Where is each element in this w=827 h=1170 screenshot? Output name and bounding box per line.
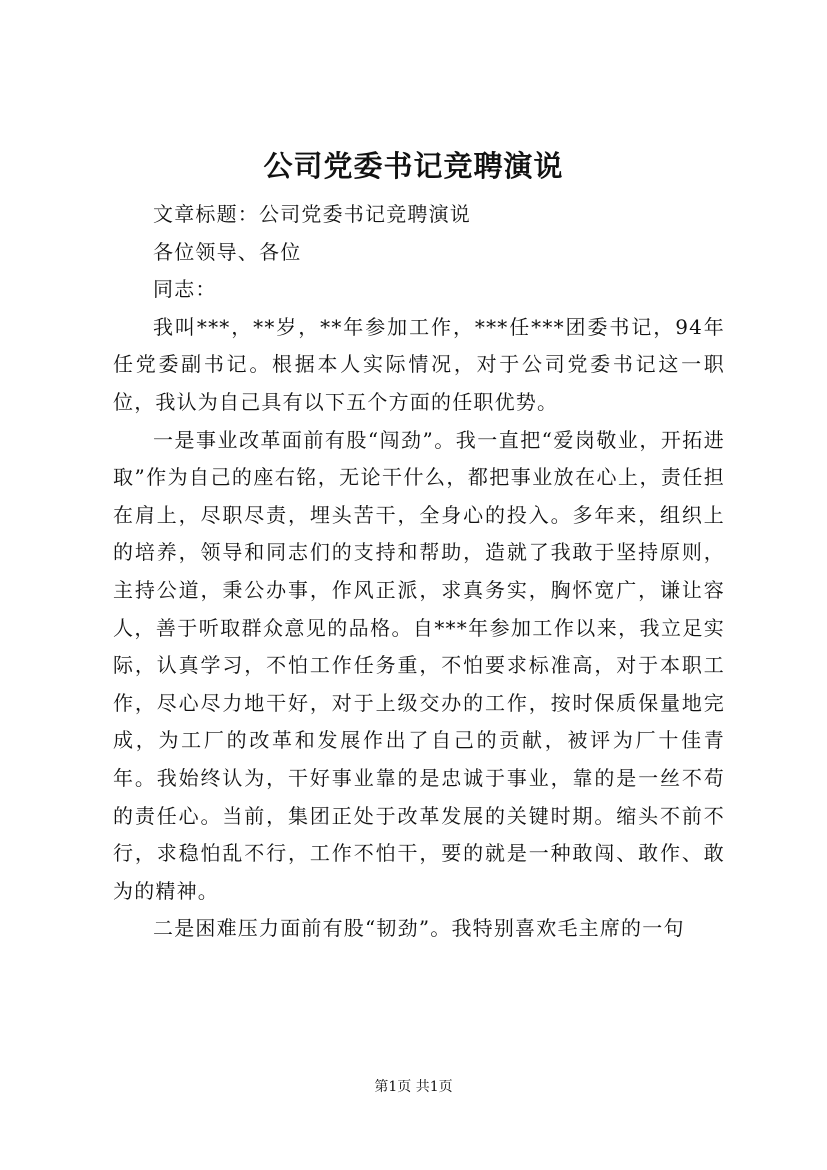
article-title-line: 文章标题：公司党委书记竞聘演说: [153, 202, 471, 226]
point-one-paragraph: 一是事业改革面前有股“闯劲”。我一直把“爱岗敬业，开拓进取”作为自己的座右铭，无论干什么，都把事业放在心上，责任担在肩上，尽职尽责，埋头苦干，全身心的投入。多年来，组织上的培养，领导和同志们的支持和帮助，造就了我敢于坚持原则，主持公道，秉公办事，作风正派，求真务实，胸怀宽广，谦让容人，善于听取群众意见的品格。自***年参加工作以来，我立足实际，认真学习，不怕工作任务重，不怕要求标准高，对于本职工作，尽心尽力地干好，对于上级交办的工作，按时保质保量地完成，为工厂的改革和发展作出了自己的贡献，被评为厂十佳青年。我始终认为，干好事业靠的是忠诚于事业，靠的是一丝不苟的责任心。当前，集团正处于改革发展的关键时期。缩头不前不行，求稳怕乱不行，工作不怕干，要的就是一种敢闯、敢作、敢为的精神。: [113, 427, 725, 903]
salutation-continuation: 同志：: [153, 277, 217, 302]
point-two-paragraph: 二是困难压力面前有股“韧劲”。我特别喜欢毛主席的一句: [153, 916, 685, 941]
intro-paragraph: 我叫***，**岁，**年参加工作，***任***团委书记，94年任党委副书记。根据本人实际情况，对于公司党委书记这一职位，我认为自己具有以下五个方面的任职优势。: [113, 314, 725, 414]
page-footer: 第1页 共1页: [374, 1079, 453, 1095]
document-body: [113, 196, 725, 948]
document-title: 公司党委书记竞聘演说: [263, 149, 564, 183]
salutation-line: 各位领导、各位: [153, 239, 302, 264]
